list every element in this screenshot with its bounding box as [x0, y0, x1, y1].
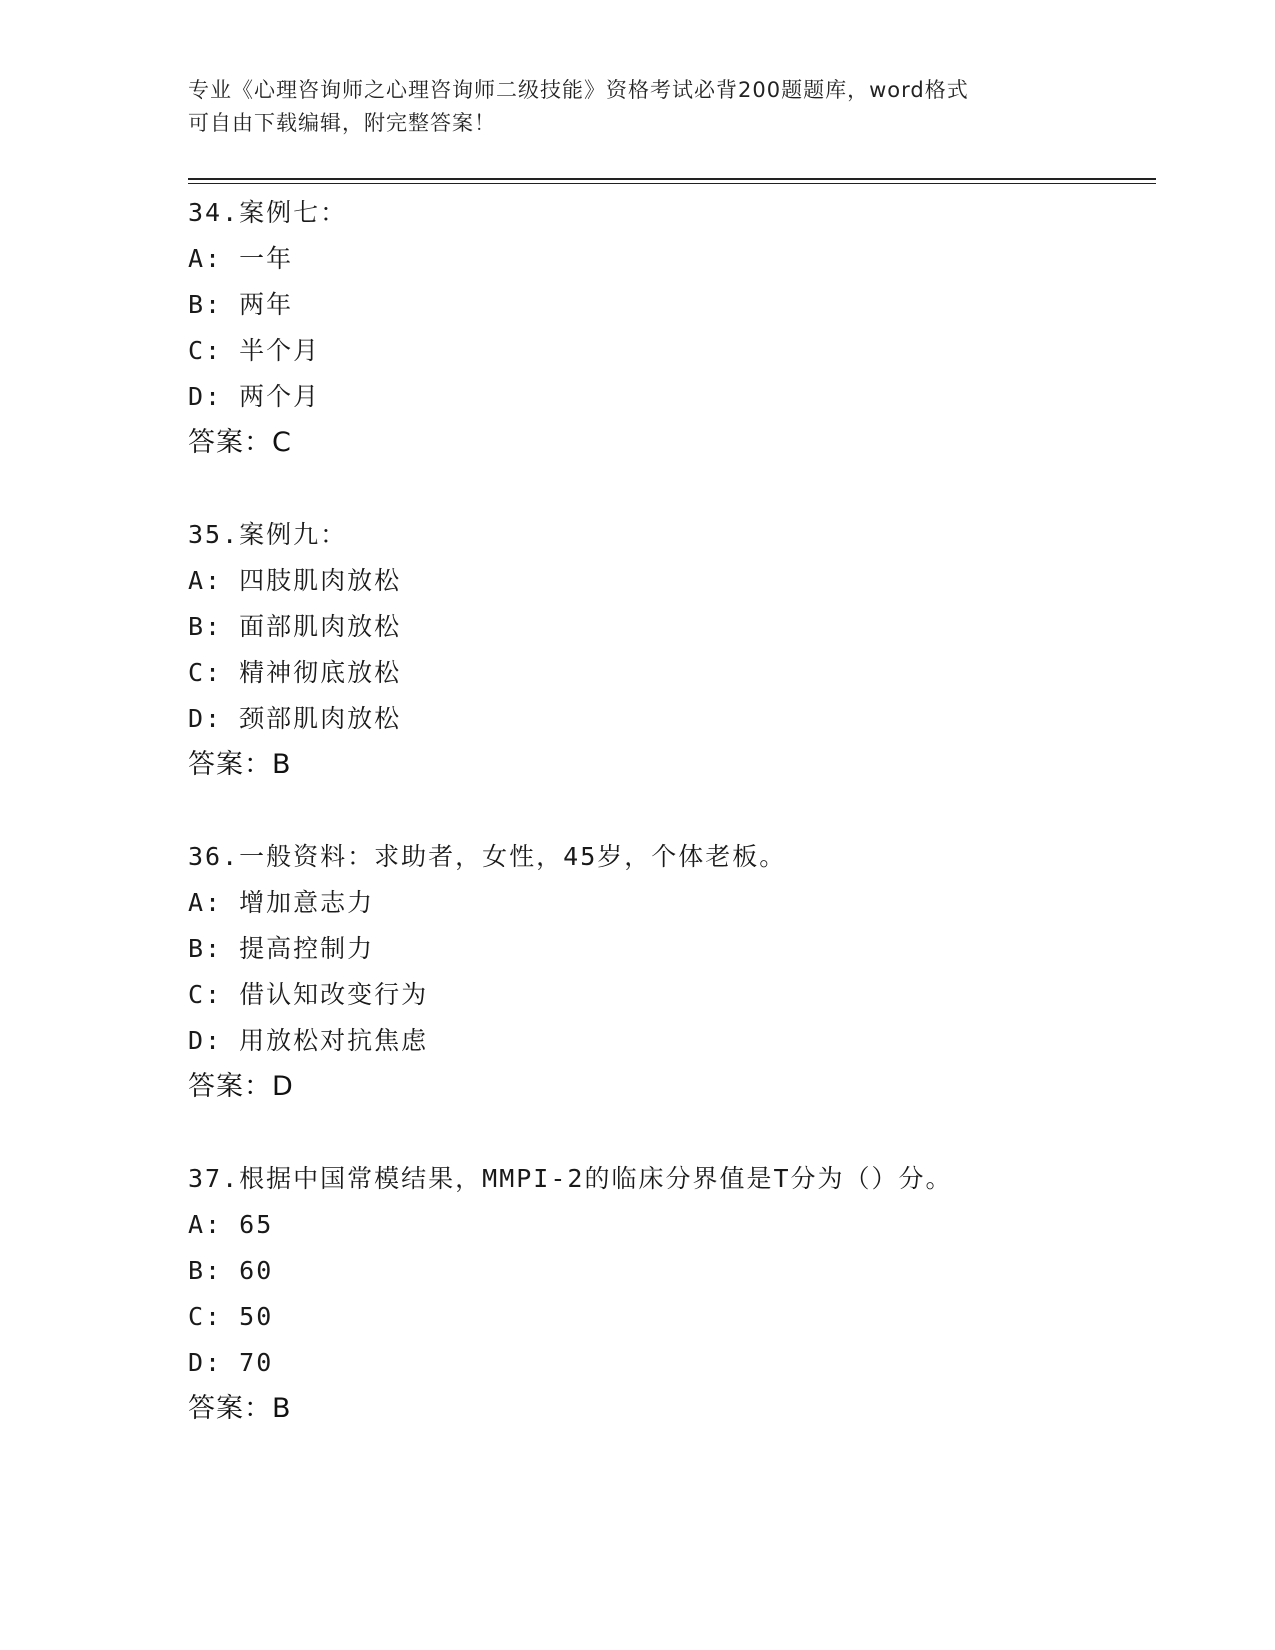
option-c: C: 精神彻底放松: [188, 658, 402, 687]
question-35: [188, 512, 1148, 788]
option-b: B: 提高控制力: [188, 934, 375, 963]
answer-line: 答案：B: [188, 1393, 292, 1424]
question-stem: 34.案例七：: [188, 198, 348, 227]
answer-line: 答案：C: [188, 427, 292, 458]
answer-line: 答案：D: [188, 1071, 294, 1102]
option-d: D: 颈部肌肉放松: [188, 704, 402, 733]
option-d: D: 用放松对抗焦虑: [188, 1026, 429, 1055]
header-line-2: 可自由下载编辑，附完整答案！: [188, 111, 496, 135]
option-a: A: 增加意志力: [188, 888, 375, 917]
option-b: B: 60: [188, 1256, 274, 1285]
question-34: [188, 190, 1148, 466]
question-list: [188, 190, 1148, 1478]
document-header: [188, 74, 1088, 140]
option-b: B: 两年: [188, 290, 294, 319]
question-stem: 35.案例九：: [188, 520, 348, 549]
option-d: D: 70: [188, 1348, 274, 1377]
question-stem: 36.一般资料：求助者，女性，45岁，个体老板。: [188, 842, 787, 871]
question-stem: 37.根据中国常模结果，MMPI-2的临床分界值是T分为（）分。: [188, 1164, 953, 1193]
question-36: [188, 834, 1148, 1110]
option-c: C: 半个月: [188, 336, 321, 365]
option-a: A: 65: [188, 1210, 274, 1239]
option-a: A: 一年: [188, 244, 294, 273]
option-c: C: 借认知改变行为: [188, 980, 429, 1009]
header-line-1: 专业《心理咨询师之心理咨询师二级技能》资格考试必背200题题库，word格式: [188, 78, 969, 102]
header-rule-thin: [188, 183, 1156, 184]
option-b: B: 面部肌肉放松: [188, 612, 402, 641]
question-37: [188, 1156, 1148, 1432]
option-d: D: 两个月: [188, 382, 321, 411]
option-a: A: 四肢肌肉放松: [188, 566, 402, 595]
header-rule-thick: [188, 178, 1156, 180]
answer-line: 答案：B: [188, 749, 292, 780]
option-c: C: 50: [188, 1302, 274, 1331]
